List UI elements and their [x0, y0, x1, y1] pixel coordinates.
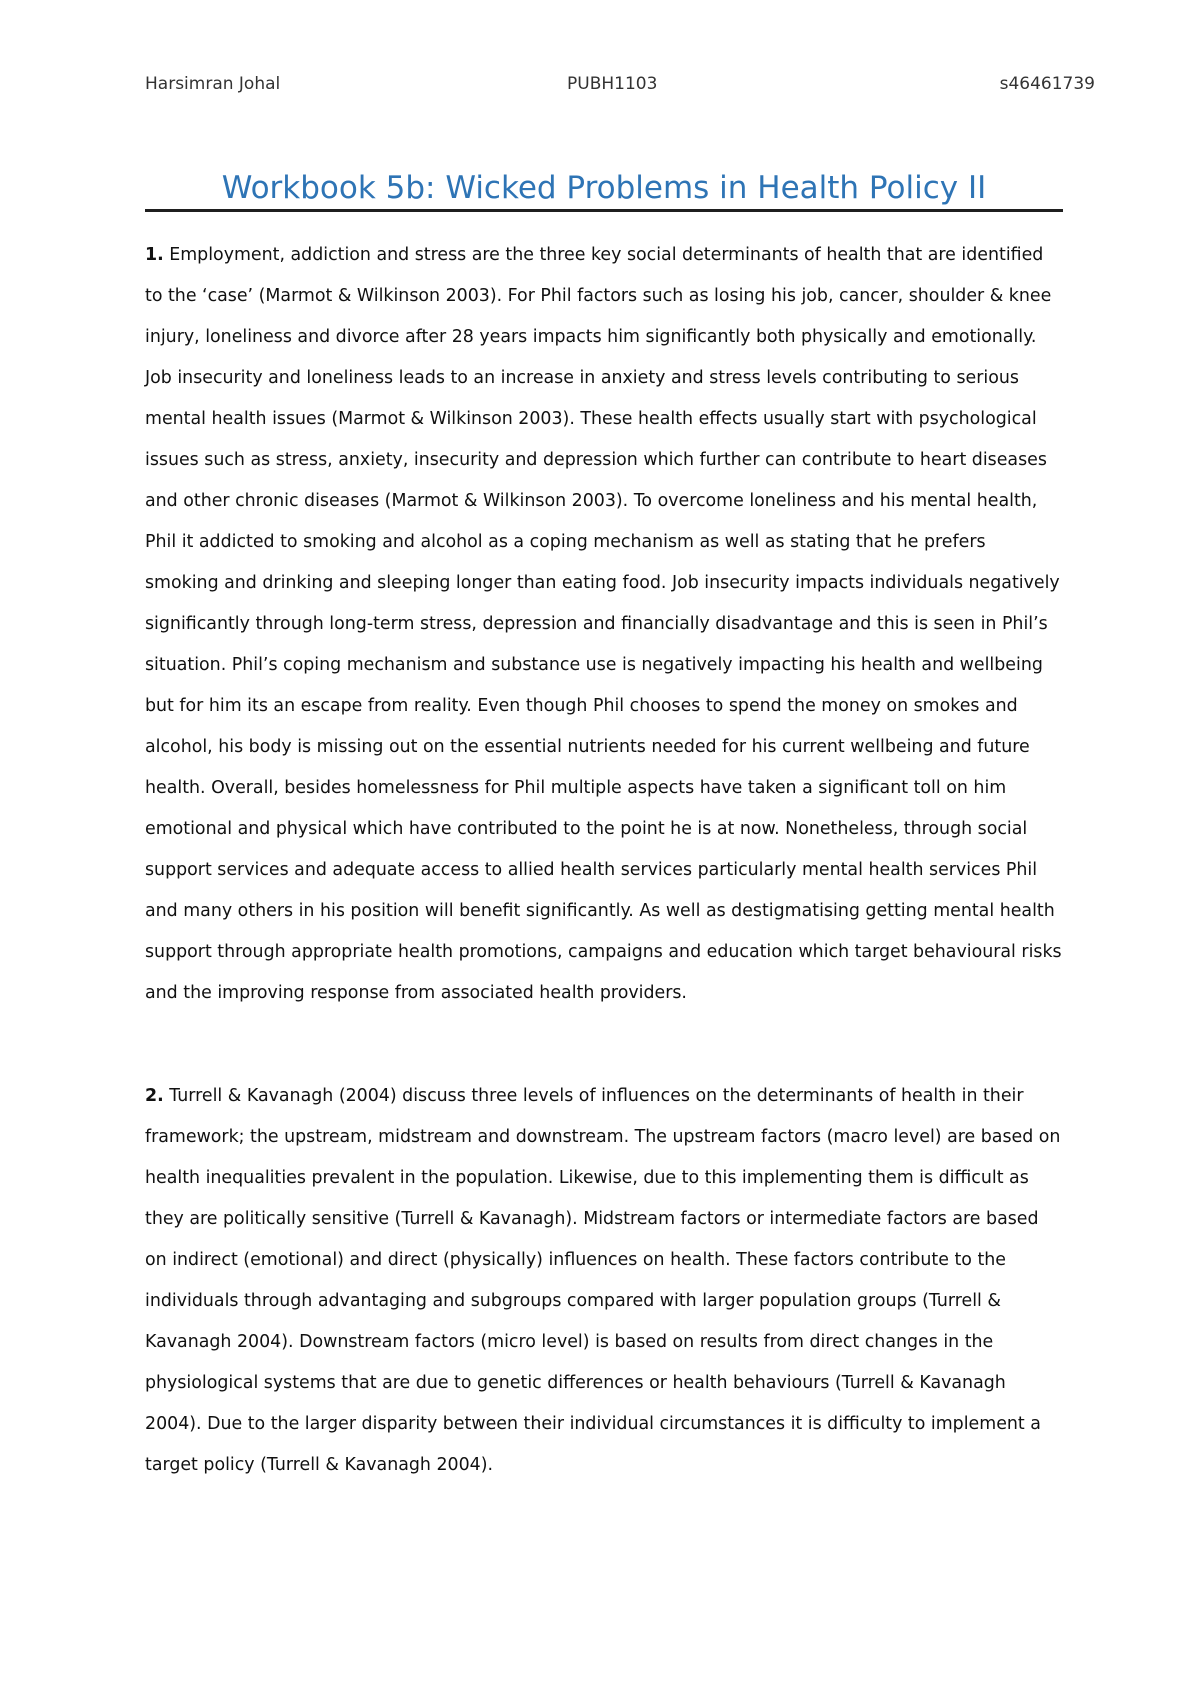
page-header: [145, 74, 1095, 100]
header-student-id: s46461739: [999, 74, 1095, 94]
paragraph-1: [145, 235, 1063, 1014]
paragraph-2: [145, 1076, 1063, 1486]
paragraph-2-text: Turrell & Kavanagh (2004) discuss three levels of influences on the determinants of health in their framework; the upstream, midstream and downstream. The upstream factors (macro level) are based on health inequalities prevalent in the population. Likewise, due to this implementing them is difficult as they are politically sensitive (Turrell & Kavanagh). Midstream factors or intermediate factors are based on indirect (emotional) and direct (physically) influences on health. These factors contribute to the individuals through advantaging and subgroups compared with larger population groups (Turrell & Kavanagh 2004). Downstream factors (micro level) is based on results from direct changes in the physiological systems that are due to genetic differences or health behaviours (Turrell & Kavanagh 2004). Due to the larger disparity between their individual circumstances it is difficulty to implement a target policy (Turrell & Kavanagh 2004).: [145, 1086, 1061, 1475]
paragraph-1-text: Employment, addiction and stress are the three key social determinants of health that are identified to the ‘case’ (Marmot & Wilkinson 2003). For Phil factors such as losing his job, cancer, shoulder & knee injury, loneliness and divorce after 28 years impacts him significantly both physically and emotionally. Job insecurity and loneliness leads to an increase in anxiety and stress levels contributing to serious mental health issues (Marmot & Wilkinson 2003). These health effects usually start with psychological issues such as stress, anxiety, insecurity and depression which further can contribute to heart diseases and other chronic diseases (Marmot & Wilkinson 2003). To overcome loneliness and his mental health, Phil it addicted to smoking and alcohol as a coping mechanism as well as stating that he prefers smoking and drinking and sleeping longer than eating food. Job insecurity impacts individuals negatively significantly through long-term stress, depression and financially disadvantage and this is seen in Phil’s situation. Phil’s coping mechanism and substance use is negatively impacting his health and wellbeing but for him its an escape from reality. Even though Phil chooses to spend the money on smokes and alcohol, his body is missing out on the essential nutrients needed for his current wellbeing and future health. Overall, besides homelessness for Phil multiple aspects have taken a significant toll on him emotional and physical which have contributed to the point he is at now. Nonetheless, through social support services and adequate access to allied health services particularly mental health services Phil and many others in his position will benefit significantly. As well as destigmatising getting mental health support through appropriate health promotions, campaigns and education which target behavioural risks and the improving response from associated health providers.: [145, 245, 1062, 1003]
header-course-code: PUBH1103: [567, 74, 658, 94]
header-author: Harsimran Johal: [145, 74, 281, 94]
title-underline-rule: [145, 209, 1063, 212]
document-title: Workbook 5b: Wicked Problems in Health Policy II: [221, 170, 987, 206]
paragraph-2-number: 2.: [145, 1086, 164, 1106]
paragraph-1-number: 1.: [145, 245, 164, 265]
